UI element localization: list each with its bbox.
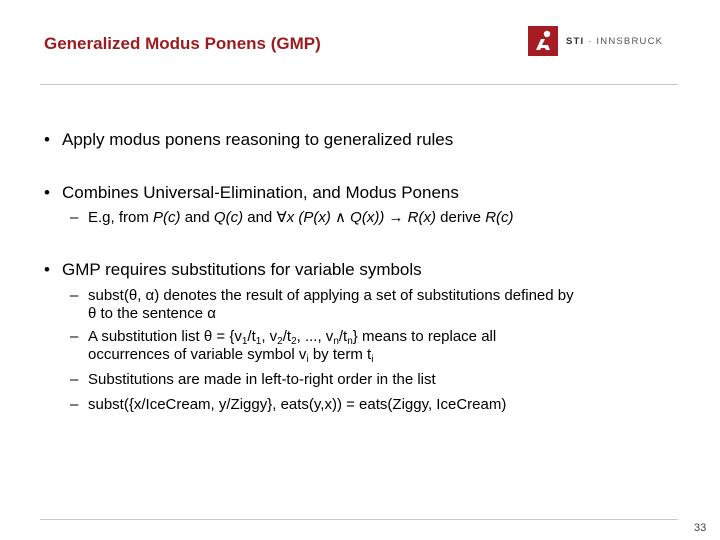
bullet-3-sub-4: – subst({x/IceCream, y/Ziggy}, eats(y,x)) = eats(Ziggy, IceCream) (70, 396, 507, 413)
bullet-3-sub-3: – Substitutions are made in left-to-right order in the list (70, 371, 436, 388)
header-divider (40, 84, 678, 85)
bullet-3-sub-2-cont: occurrences of variable symbol $v_i$ by term $t_i$ (88, 346, 374, 365)
bullet-3: • GMP requires substitutions for variable symbols (44, 260, 422, 279)
bullet-3-sub-2: – A substitution list $\theta = \{v_1/t_1$, $v_2/t_2$, ..., $v_n/t_n$} means to replace all (70, 328, 497, 347)
bullet-2-sub-1: – E.g, from P(c) and Q(c) and ∀x (P(x) ∧ Q(x)) → R(x) derive R(c) (70, 209, 514, 226)
bullet-3-sub-1-cont: θ to the sentence α (88, 305, 216, 322)
bullet-1: • Apply modus ponens reasoning to generalized rules (44, 130, 454, 149)
logo-text: STI · INNSBRUCK (566, 35, 664, 47)
bullet-3-sub-1: – subst(θ, α) denotes the result of applying a set of substitutions defined by (70, 287, 574, 304)
page-number: 33 (694, 522, 707, 534)
footer-divider (40, 519, 678, 520)
sti-logo-icon (528, 26, 558, 56)
sti-innsbruck-logo (528, 25, 663, 57)
slide-title: Generalized Modus Ponens (GMP) (44, 34, 321, 53)
bullet-2: • Combines Universal-Elimination, and Modus Ponens (44, 183, 459, 202)
